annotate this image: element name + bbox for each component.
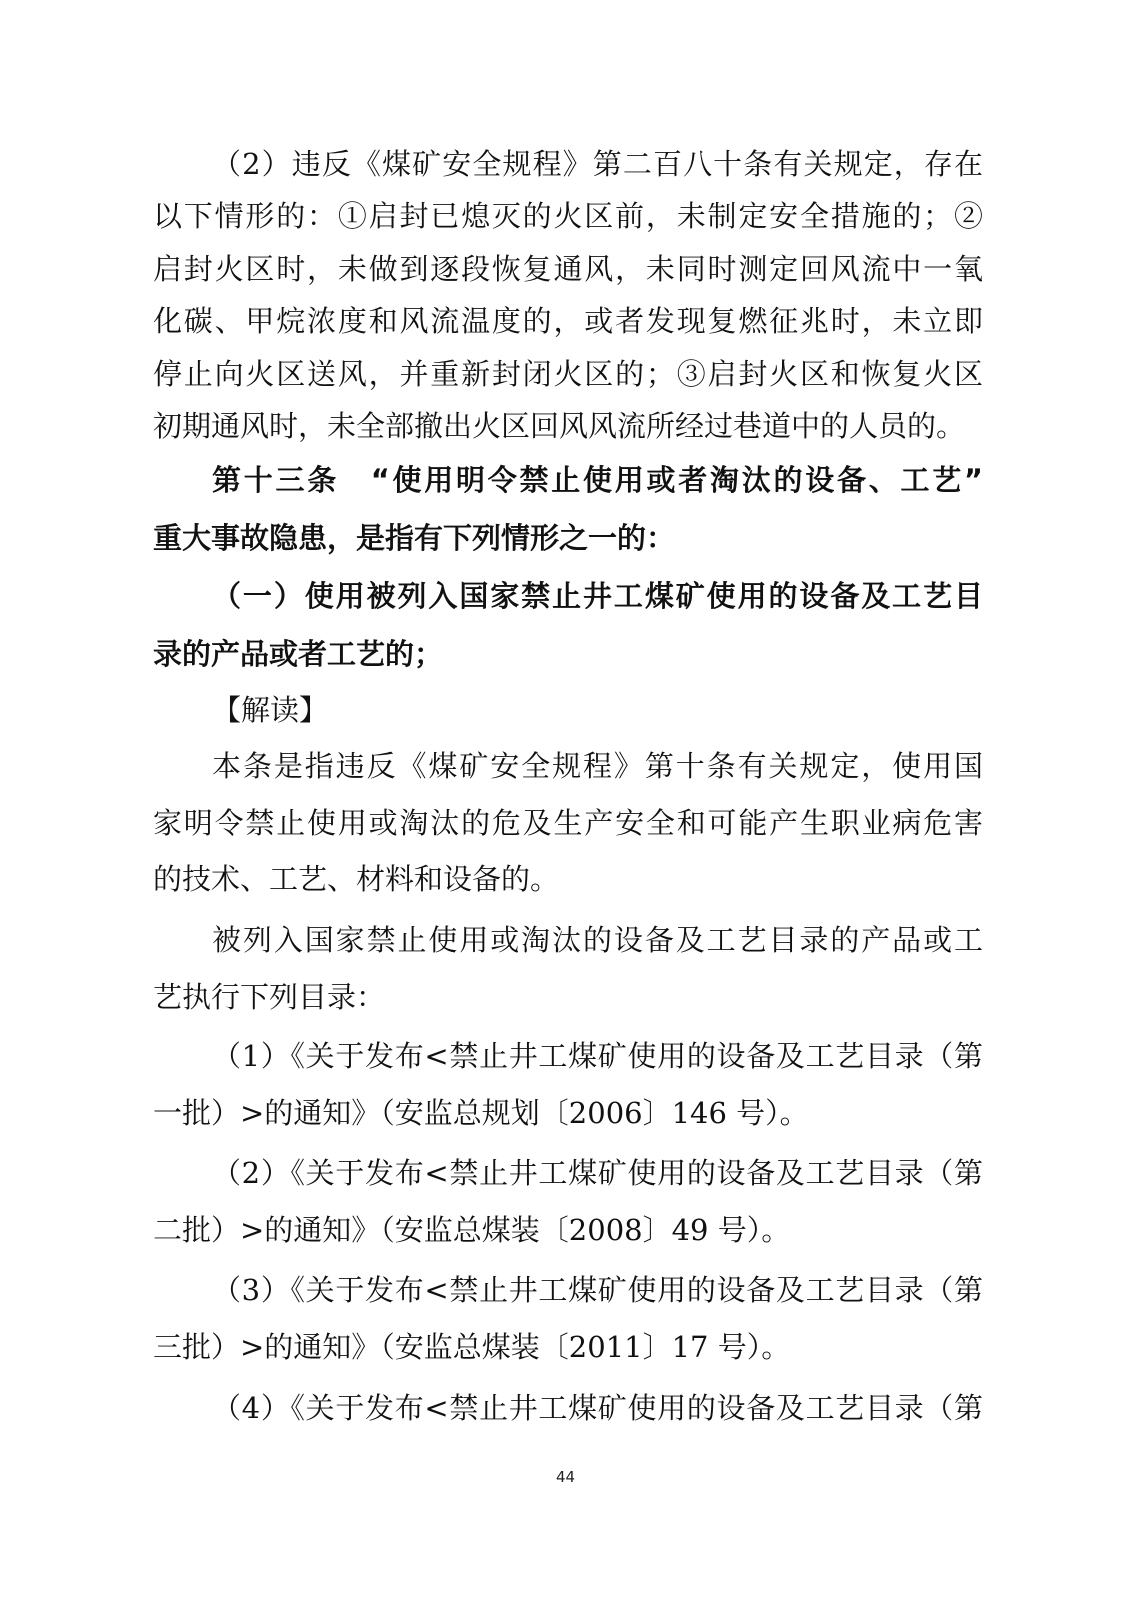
article-heading: 第十三条 “使用明令禁止使用或者淘汰的设备、工艺”: [212, 463, 983, 497]
paragraph-line: 的技术、工艺、材料和设备的。: [153, 862, 560, 896]
clause-heading: 录的产品或者工艺的；: [153, 637, 444, 671]
paragraph-line: 以下情形的：①启封已熄灭的火区前，未制定安全措施的；②: [153, 199, 983, 233]
paragraph-line: 化碳、甲烷浓度和风流温度的，或者发现复燃征兆时，未立即: [153, 304, 983, 338]
paragraph-line: 初期通风时，未全部撤出火区回风风流所经过巷道中的人员的。: [153, 409, 966, 443]
clause-heading: （一）使用被列入国家禁止井工煤矿使用的设备及工艺目: [212, 579, 983, 613]
list-item: （4）《关于发布<禁止井工煤矿使用的设备及工艺目录（第: [212, 1391, 983, 1425]
section-label: 【解读】: [212, 693, 329, 727]
paragraph-line: 启封火区时，未做到逐段恢复通风，未同时测定回风流中一氧: [153, 252, 983, 286]
list-item: （1）《关于发布<禁止井工煤矿使用的设备及工艺目录（第: [212, 1039, 983, 1073]
paragraph-line: 艺执行下列目录：: [153, 980, 386, 1014]
page-number: 44: [555, 1468, 576, 1486]
paragraph-line: 被列入国家禁止使用或淘汰的设备及工艺目录的产品或工: [212, 923, 983, 957]
list-item: 一批）>的通知》（安监总规划〔2006〕146 号）。: [153, 1096, 809, 1130]
paragraph-line: 停止向火区送风，并重新封闭火区的；③启封火区和恢复火区: [153, 357, 983, 391]
list-item: 二批）>的通知》（安监总煤装〔2008〕49 号）。: [153, 1213, 791, 1247]
article-heading: 重大事故隐患，是指有下列情形之一的：: [153, 521, 676, 555]
paragraph-line: 本条是指违反《煤矿安全规程》第十条有关规定，使用国: [212, 749, 983, 783]
list-item: （3）《关于发布<禁止井工煤矿使用的设备及工艺目录（第: [212, 1273, 983, 1307]
paragraph-line: （2）违反《煤矿安全规程》第二百八十条有关规定，存在: [212, 147, 983, 181]
list-item: 三批）>的通知》（安监总煤装〔2011〕17 号）。: [153, 1330, 791, 1364]
paragraph-line: 家明令禁止使用或淘汰的危及生产安全和可能产生职业病危害: [153, 806, 983, 840]
list-item: （2）《关于发布<禁止井工煤矿使用的设备及工艺目录（第: [212, 1156, 983, 1190]
